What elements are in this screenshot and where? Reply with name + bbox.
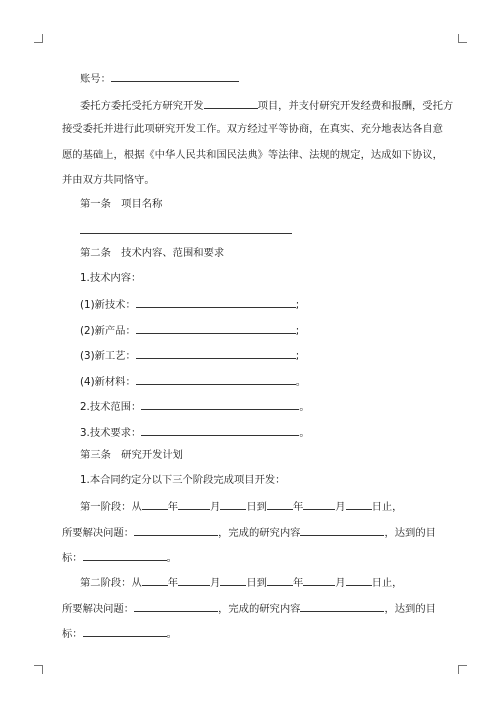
content-blank[interactable]	[300, 600, 384, 612]
tech-scope-blank[interactable]	[141, 398, 299, 410]
account-line	[80, 70, 239, 86]
day-end-label: 日止，	[371, 577, 403, 589]
tech-req-label: 3.技术要求：	[80, 427, 142, 439]
problem-blank[interactable]	[134, 524, 218, 536]
item-new-material	[80, 373, 306, 389]
stage-label: 第二阶段：从	[80, 577, 142, 589]
day-to-label: 日到	[246, 501, 267, 513]
date-blank[interactable]	[267, 574, 293, 586]
month-label: 月	[210, 577, 221, 589]
date-blank[interactable]	[220, 574, 246, 586]
tech-req-blank[interactable]	[141, 424, 299, 436]
item-new-product	[80, 322, 299, 338]
stage-1-details	[62, 524, 436, 540]
account-blank[interactable]	[111, 70, 239, 82]
article-3-title: 第三条 研究开发计划	[80, 449, 183, 461]
date-blank[interactable]	[142, 498, 168, 510]
date-blank[interactable]	[220, 498, 246, 510]
target-blank[interactable]	[83, 549, 167, 561]
intro-line-4: 并由双方共同恪守。	[62, 174, 155, 186]
tech-content-heading: 1.技术内容：	[80, 272, 142, 284]
target-label: 标：	[62, 552, 83, 564]
item-label: (4)新材料：	[80, 376, 136, 388]
article-2-title: 第二条 技术内容、范围和要求	[80, 247, 225, 259]
problem-label: 所要解决问题：	[62, 603, 135, 615]
account-label: 账号：	[80, 73, 111, 85]
stage-1-dates	[80, 498, 402, 514]
project-name-rule[interactable]	[80, 233, 292, 234]
stage-label: 第一阶段：从	[80, 501, 142, 513]
intro-text-1a: 委托方委托受托方研究开发	[80, 100, 204, 112]
intro-line-3: 愿的基础上，根据《中华人民共和国民法典》等法律、法规的规定，达成如下协议，	[62, 149, 443, 161]
crop-mark-top-left	[34, 34, 43, 43]
stage-2-target	[62, 625, 177, 641]
item-label: (3)新工艺：	[80, 350, 136, 362]
project-name-blank[interactable]	[204, 97, 258, 109]
item-label: (2)新产品：	[80, 325, 136, 337]
item-blank[interactable]	[136, 296, 296, 308]
date-blank[interactable]	[267, 498, 293, 510]
content-label: ，完成的研究内容	[218, 527, 301, 539]
intro-line-2: 接受委托并进行此项研究开发工作。双方经过平等协商，在真实、充分地表达各自意	[62, 123, 443, 135]
item-new-process	[80, 347, 299, 363]
year-label: 年	[167, 501, 179, 513]
target-end: 。	[166, 628, 177, 640]
year-label: 年	[292, 577, 304, 589]
problem-label: 所要解决问题：	[62, 527, 135, 539]
item-blank[interactable]	[136, 347, 296, 359]
crop-mark-bottom-left	[34, 665, 43, 674]
crop-mark-bottom-right	[458, 665, 467, 674]
goal-label: ，达到的目	[384, 527, 436, 539]
item-end: ;	[295, 325, 300, 337]
goal-label: ，达到的目	[384, 603, 436, 615]
year-label: 年	[292, 501, 304, 513]
intro-text-1b: 项目，并支付研究开发经费和报酬，受托方	[257, 100, 454, 112]
item-blank[interactable]	[136, 322, 296, 334]
date-blank[interactable]	[142, 574, 168, 586]
item-label: (1)新技术：	[80, 299, 136, 311]
stage-2-dates	[80, 574, 402, 590]
target-end: 。	[166, 552, 177, 564]
date-blank[interactable]	[346, 498, 372, 510]
intro-line-1	[80, 97, 453, 113]
tech-scope-label: 2.技术范围：	[80, 401, 142, 413]
content-label: ，完成的研究内容	[218, 603, 301, 615]
month-label: 月	[335, 577, 346, 589]
tech-req-end: 。	[299, 427, 310, 439]
month-label: 月	[335, 501, 346, 513]
content-blank[interactable]	[300, 524, 384, 536]
target-blank[interactable]	[83, 625, 167, 637]
target-label: 标：	[62, 628, 83, 640]
tech-req-line	[80, 424, 310, 440]
plan-intro: 1.本合同约定分以下三个阶段完成项目开发：	[80, 474, 286, 486]
item-end: ;	[295, 299, 300, 311]
item-blank[interactable]	[136, 373, 296, 385]
article-1-title: 第一条 项目名称	[80, 198, 163, 210]
crop-mark-top-right	[458, 34, 467, 43]
item-end: ;	[295, 350, 300, 362]
stage-2-details	[62, 600, 436, 616]
month-label: 月	[210, 501, 221, 513]
date-blank[interactable]	[178, 574, 210, 586]
stage-1-target	[62, 549, 177, 565]
tech-scope-line	[80, 398, 310, 414]
date-blank[interactable]	[303, 574, 335, 586]
problem-blank[interactable]	[134, 600, 218, 612]
date-blank[interactable]	[346, 574, 372, 586]
day-end-label: 日止，	[371, 501, 403, 513]
date-blank[interactable]	[178, 498, 210, 510]
day-to-label: 日到	[246, 577, 267, 589]
item-new-tech	[80, 296, 299, 312]
date-blank[interactable]	[303, 498, 335, 510]
item-end: 。	[295, 376, 307, 388]
year-label: 年	[167, 577, 179, 589]
tech-scope-end: 。	[299, 401, 310, 413]
